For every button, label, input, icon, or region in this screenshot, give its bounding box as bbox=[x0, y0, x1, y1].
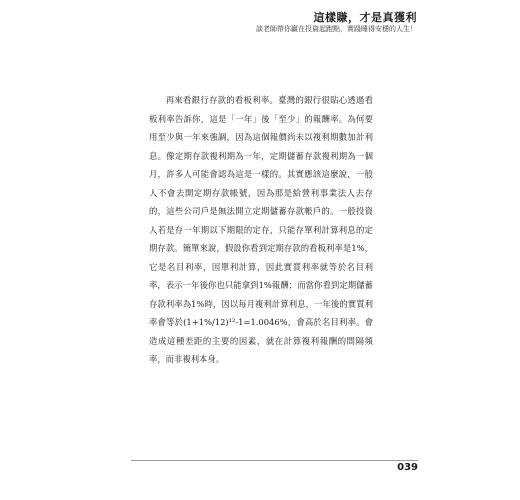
page-number: 039 bbox=[397, 462, 418, 473]
book-subtitle: 談老師帶你贏在投資起跑點，實踐睡得安穩的人生！ bbox=[256, 25, 417, 33]
paragraph: 再來看銀行存款的看板利率。臺灣的銀行很貼心透過看板利率告訴你，這是「一年」後「至少」的報酬率。為何要用至少與一年來強調，因為這個報價尚未以複利期數加計利息。像定期存款複利期為一年，定期儲蓄存款複利期為一個月，許多人可能會認為這是一樣的。其實應該這麼說，一般人不會去開定期存款帳號，因為那是給營利事業法人去存的，這些公司戶是無法開立定期儲蓄存款帳戶的。一般投資人若是存一年期以下期限的定存，只能存單利計算利息的定期存款。簡單來說，假設你看到定期存款的看板利率是1%，它是名目利率，因單利計算，因此實質利率就等於名目利率，表示一年後你也只能拿到1%報酬；而當你看到定期儲蓄存款利率為1%時，因以每月複利計算利息，一年後的實質利率會等於(1+1%/12)¹²-1=1.0046%，會高於名目利率。會造成這種差距的主要的因素，就在計算複利報酬的間隔頻率，而非複利本身。 bbox=[149, 95, 373, 364]
running-header bbox=[256, 11, 417, 34]
book-title: 這樣賺，才是真獲利 bbox=[313, 11, 417, 24]
footer-rule bbox=[131, 460, 418, 461]
body-text bbox=[149, 91, 373, 369]
